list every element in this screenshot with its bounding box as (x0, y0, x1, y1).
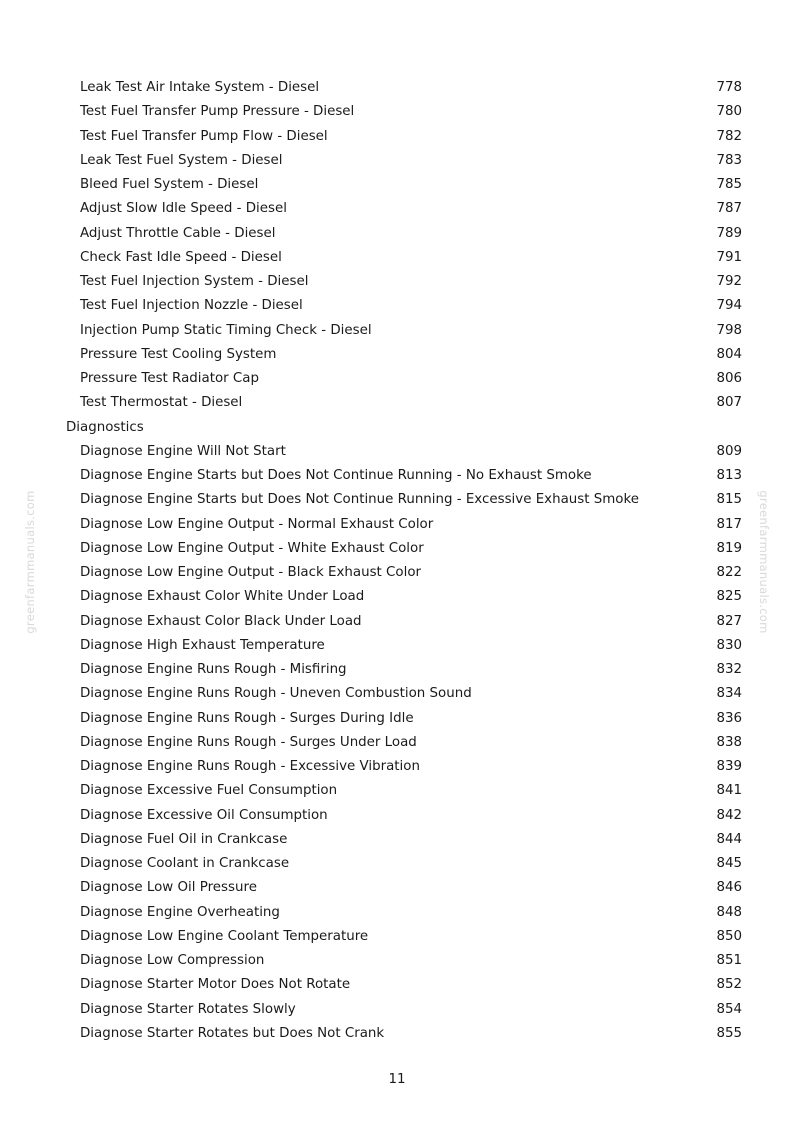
toc-entry-title: Test Fuel Transfer Pump Pressure - Diesel (80, 104, 355, 120)
toc-entry-page-number: 783 (716, 152, 742, 168)
toc-entry-page-number: 838 (716, 734, 742, 750)
toc-entry-page-number: 827 (716, 613, 742, 629)
toc-entry[interactable] (66, 76, 746, 100)
toc-entry-title: Leak Test Fuel System - Diesel (80, 152, 283, 168)
toc-entry-title: Diagnose Low Oil Pressure (80, 880, 257, 896)
toc-entry[interactable] (66, 682, 746, 706)
toc-entry[interactable] (66, 1022, 746, 1046)
toc-entry-page-number: 785 (716, 177, 742, 192)
toc-entry[interactable] (66, 222, 746, 246)
toc-entry[interactable] (66, 901, 746, 925)
toc-entry-page-number: 807 (716, 395, 742, 411)
toc-entry-title: Injection Pump Static Timing Check - Diesel (80, 322, 372, 338)
toc-entry-title: Diagnose Exhaust Color White Under Load (80, 589, 365, 605)
toc-entry-page-number: 822 (716, 565, 742, 580)
toc-entry-page-number: 813 (716, 468, 742, 483)
toc-entry-page-number: 798 (716, 322, 742, 338)
toc-entry-page-number: 825 (716, 589, 742, 605)
toc-entry-title: Diagnose Engine Starts but Does Not Continue Running - No Exhaust Smoke (80, 468, 592, 483)
toc-entry-page-number: 791 (716, 249, 742, 265)
toc-entry-page-number: 845 (716, 856, 742, 871)
toc-entry-page-number: 832 (716, 662, 742, 677)
toc-entry-page-number: 787 (716, 201, 742, 217)
watermark-left: greenfarmmanuals.com (23, 490, 37, 634)
toc-section-heading (66, 416, 746, 440)
toc-entry[interactable] (66, 488, 746, 512)
toc-entry-title: Diagnose Engine Runs Rough - Surges During Idle (80, 710, 414, 726)
toc-entry[interactable] (66, 100, 746, 124)
toc-entry-page-number: 817 (716, 516, 742, 532)
toc-entry-title: Pressure Test Cooling System (80, 346, 277, 362)
toc-entry-page-number: 850 (716, 928, 742, 944)
toc-entry-title: Diagnose Low Engine Output - White Exhaust Color (80, 540, 424, 556)
toc-entry[interactable] (66, 173, 746, 197)
toc-entry-page-number: 854 (716, 1001, 742, 1017)
watermark-right: greenfarmmanuals.com (757, 490, 771, 634)
toc-entry[interactable] (66, 343, 746, 367)
toc-entry-page-number: 841 (716, 783, 742, 799)
toc-entry-title: Check Fast Idle Speed - Diesel (80, 249, 282, 265)
toc-entry[interactable] (66, 707, 746, 731)
toc-entry-title: Diagnose Starter Rotates but Does Not Crank (80, 1025, 385, 1041)
toc-entry-title: Diagnose Low Engine Output - Normal Exhaust Color (80, 516, 434, 532)
toc-entry-title: Test Fuel Injection Nozzle - Diesel (80, 298, 303, 314)
section-title: Diagnostics (66, 419, 144, 435)
toc-entry-title: Diagnose Starter Motor Does Not Rotate (80, 977, 351, 993)
toc-entry-page-number: 780 (716, 104, 742, 120)
toc-entry[interactable] (66, 755, 746, 779)
toc-entry[interactable] (66, 440, 746, 464)
toc-entry-page-number: 830 (716, 637, 742, 653)
toc-entry[interactable] (66, 634, 746, 658)
table-of-contents (66, 76, 746, 1046)
toc-entry[interactable] (66, 246, 746, 270)
toc-entry-page-number: 851 (716, 953, 742, 968)
toc-entry-title: Diagnose Engine Runs Rough - Excessive Vibration (80, 759, 420, 774)
toc-entry[interactable] (66, 125, 746, 149)
toc-entry[interactable] (66, 949, 746, 973)
page-number: 11 (388, 1072, 406, 1087)
toc-entry[interactable] (66, 973, 746, 997)
toc-entry-page-number: 848 (716, 904, 742, 920)
toc-entry-page-number: 804 (716, 346, 742, 362)
toc-entry-title: Diagnose Engine Overheating (80, 904, 280, 920)
toc-entry-page-number: 789 (716, 225, 742, 241)
toc-entry-title: Diagnose Fuel Oil in Crankcase (80, 831, 288, 847)
toc-entry-page-number: 839 (716, 759, 742, 774)
toc-entry-title: Diagnose High Exhaust Temperature (80, 637, 325, 653)
toc-entry-title: Diagnose Coolant in Crankcase (80, 856, 290, 871)
toc-entry[interactable] (66, 876, 746, 900)
toc-entry-page-number: 778 (716, 80, 742, 95)
toc-entry[interactable] (66, 610, 746, 634)
toc-entry-page-number: 809 (716, 443, 742, 459)
toc-entry[interactable] (66, 537, 746, 561)
toc-entry-page-number: 792 (716, 274, 742, 289)
toc-entry-page-number: 852 (716, 977, 742, 993)
toc-entry-title: Diagnose Engine Runs Rough - Surges Under Load (80, 734, 417, 750)
toc-entry[interactable] (66, 197, 746, 221)
toc-entry[interactable] (66, 561, 746, 585)
toc-entry-page-number: 842 (716, 807, 742, 823)
toc-entry-title: Adjust Slow Idle Speed - Diesel (80, 201, 287, 217)
toc-entry[interactable] (66, 828, 746, 852)
toc-entry-title: Test Thermostat - Diesel (80, 395, 243, 411)
toc-entry-page-number: 855 (716, 1025, 742, 1041)
toc-entry[interactable] (66, 294, 746, 318)
toc-entry[interactable] (66, 852, 746, 876)
toc-entry[interactable] (66, 925, 746, 949)
toc-entry[interactable] (66, 804, 746, 828)
toc-entry-page-number: 794 (716, 298, 742, 314)
toc-entry[interactable] (66, 149, 746, 173)
toc-entry-title: Diagnose Excessive Oil Consumption (80, 807, 328, 823)
toc-entry-page-number: 819 (716, 540, 742, 556)
toc-entry[interactable] (66, 367, 746, 391)
toc-entry-page-number: 844 (716, 831, 742, 847)
toc-entry-title: Diagnose Exhaust Color Black Under Load (80, 613, 362, 629)
toc-entry-page-number: 836 (716, 710, 742, 726)
toc-entry-title: Pressure Test Radiator Cap (80, 371, 259, 386)
toc-entry[interactable] (66, 464, 746, 488)
toc-entry-page-number: 806 (716, 371, 742, 386)
toc-entry-title: Test Fuel Transfer Pump Flow - Diesel (80, 128, 328, 144)
toc-entry[interactable] (66, 731, 746, 755)
toc-entry[interactable] (66, 658, 746, 682)
toc-entry[interactable] (66, 270, 746, 294)
toc-entry-title: Test Fuel Injection System - Diesel (80, 274, 309, 289)
toc-entry-title: Diagnose Excessive Fuel Consumption (80, 783, 338, 799)
toc-entry-title: Diagnose Engine Runs Rough - Misfiring (80, 662, 347, 677)
toc-entry[interactable] (66, 391, 746, 415)
toc-entry-title: Bleed Fuel System - Diesel (80, 177, 259, 192)
toc-entry-title: Diagnose Engine Will Not Start (80, 443, 286, 459)
toc-entry[interactable] (66, 513, 746, 537)
toc-entry-title: Diagnose Low Engine Coolant Temperature (80, 928, 369, 944)
toc-entry[interactable] (66, 585, 746, 609)
toc-entry-title: Adjust Throttle Cable - Diesel (80, 225, 276, 241)
toc-entry-page-number: 815 (716, 492, 742, 508)
toc-entry-title: Diagnose Starter Rotates Slowly (80, 1001, 296, 1017)
toc-entry-title: Leak Test Air Intake System - Diesel (80, 80, 320, 95)
toc-entry[interactable] (66, 319, 746, 343)
toc-entry[interactable] (66, 998, 746, 1022)
toc-entry[interactable] (66, 779, 746, 803)
toc-entry-title: Diagnose Engine Starts but Does Not Continue Running - Excessive Exhaust Smoke (80, 492, 639, 508)
toc-entry-page-number: 782 (716, 128, 742, 144)
toc-entry-page-number: 846 (716, 880, 742, 896)
toc-entry-page-number: 834 (716, 686, 742, 702)
toc-entry-title: Diagnose Low Compression (80, 953, 265, 968)
toc-entry-title: Diagnose Low Engine Output - Black Exhaust Color (80, 565, 422, 580)
toc-entry-title: Diagnose Engine Runs Rough - Uneven Combustion Sound (80, 686, 472, 702)
